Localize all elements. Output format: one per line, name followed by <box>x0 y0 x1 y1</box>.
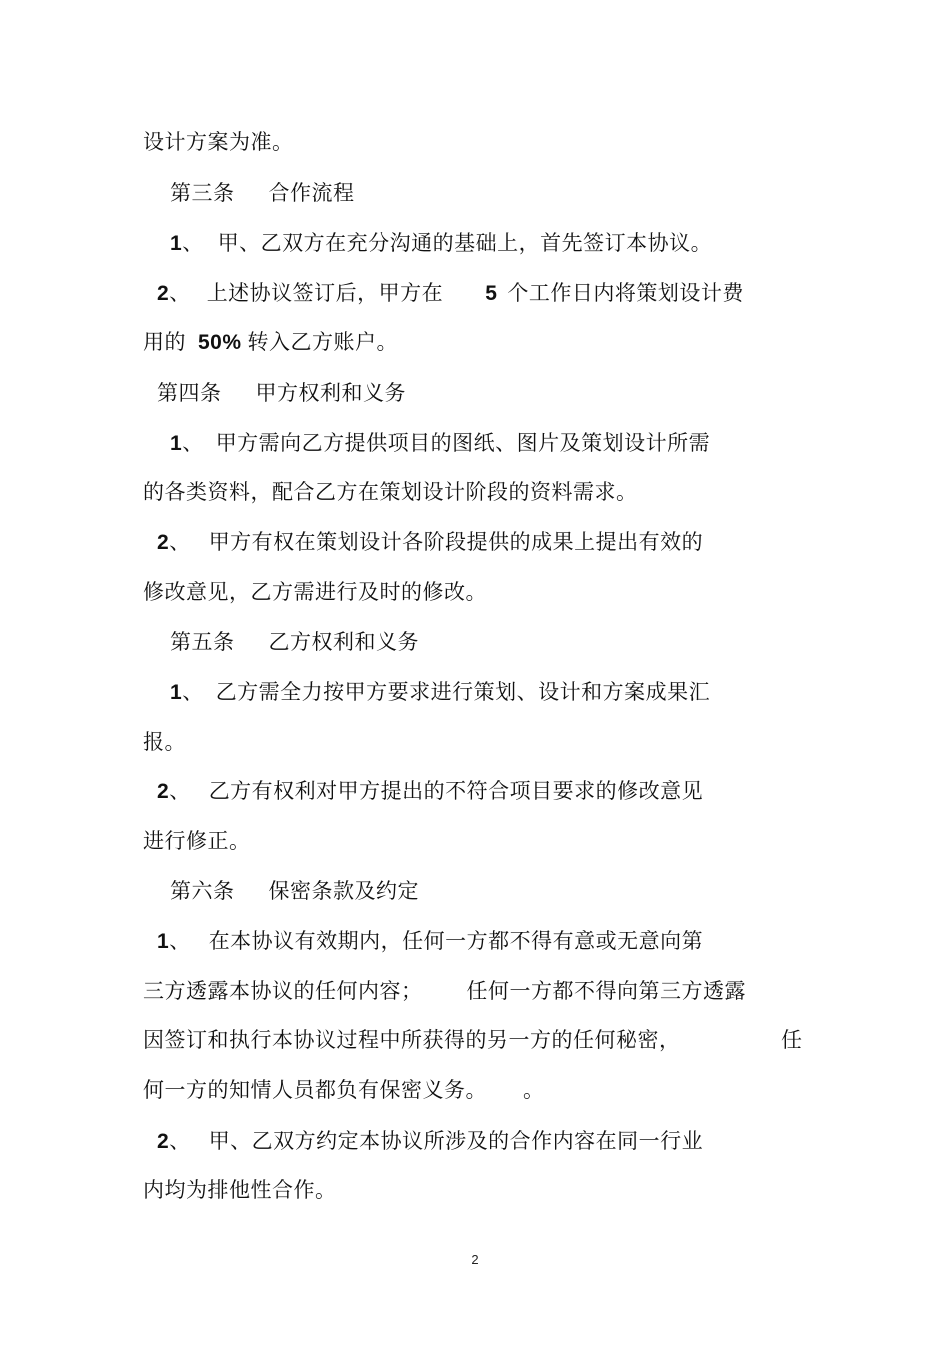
clause-separator: 、 <box>169 779 191 803</box>
percent-value: 50% <box>198 331 242 354</box>
clause-text: 用的 <box>143 330 186 354</box>
clause-text: 甲、乙双方约定本协议所涉及的合作内容在同一行业 <box>208 1129 704 1153</box>
clause-number: 2 <box>157 531 170 554</box>
clause-text: 甲方有权在策划设计各阶段提供的成果上提出有效的 <box>208 530 704 554</box>
clause-separator: 、 <box>169 929 191 953</box>
clause-line <box>170 677 710 708</box>
clause-line <box>157 776 703 807</box>
clause-line <box>157 278 744 309</box>
paragraph-line <box>143 327 398 358</box>
clause-text: 何一方的知情人员都负有保密义务。 <box>143 1078 487 1102</box>
clause-number: 1 <box>170 232 183 255</box>
clause-text: 转入乙方账户。 <box>247 330 399 354</box>
paragraph-line <box>143 1075 545 1105</box>
article-title: 保密条款及约定 <box>268 879 419 903</box>
clause-separator: 、 <box>169 530 191 554</box>
clause-text: 三方透露本协议的任何内容； <box>143 979 423 1003</box>
article-title: 乙方权利和义务 <box>268 630 419 654</box>
days-value: 5 <box>485 282 498 305</box>
clause-separator: 、 <box>182 231 204 255</box>
clause-text: 甲方需向乙方提供项目的图纸、图片及策划设计所需 <box>215 431 711 455</box>
clause-separator: 、 <box>182 431 204 455</box>
clause-separator: 、 <box>182 680 204 704</box>
paragraph-line: 报。 <box>143 730 186 754</box>
clause-text: 甲、乙双方在充分沟通的基础上，首先签订本协议。 <box>217 231 713 255</box>
clause-line <box>157 527 703 558</box>
clause-number: 1 <box>157 930 170 953</box>
clause-number: 2 <box>157 1130 170 1153</box>
paragraph-line: 进行修正。 <box>143 829 251 853</box>
article-number: 第三条 <box>170 181 235 205</box>
clause-text: 乙方需全力按甲方要求进行策划、设计和方案成果汇 <box>215 680 711 704</box>
article-title: 甲方权利和义务 <box>255 381 406 405</box>
page-number: 2 <box>471 1252 479 1267</box>
paragraph-line: 设计方案为准。 <box>143 130 294 154</box>
clause-line <box>157 1126 703 1157</box>
article-title: 合作流程 <box>268 181 355 205</box>
clause-text: 个工作日内将策划设计费 <box>507 281 744 305</box>
article-heading-6 <box>170 876 419 906</box>
clause-line <box>170 428 710 459</box>
clause-number: 2 <box>157 282 170 305</box>
clause-text: 上述协议签订后，甲方在 <box>206 281 444 305</box>
paragraph-line: 修改意见，乙方需进行及时的修改。 <box>143 580 487 604</box>
clause-text: 乙方有权利对甲方提出的不符合项目要求的修改意见 <box>208 779 704 803</box>
clause-text: 。 <box>523 1078 545 1102</box>
article-number: 第五条 <box>170 630 235 654</box>
clause-number: 1 <box>170 432 183 455</box>
article-number: 第四条 <box>157 381 222 405</box>
clause-text: 任何一方都不得向第三方透露 <box>466 979 746 1003</box>
clause-number: 1 <box>170 681 183 704</box>
paragraph-line: 因签订和执行本协议过程中所获得的另一方的任何秘密， <box>143 1028 681 1052</box>
clause-separator: 、 <box>169 1129 191 1153</box>
paragraph-line: 内均为排他性合作。 <box>143 1178 337 1202</box>
article-heading-5 <box>170 627 419 657</box>
article-number: 第六条 <box>170 879 235 903</box>
article-heading-4 <box>157 378 406 408</box>
paragraph-line: 的各类资料，配合乙方在策划设计阶段的资料需求。 <box>143 480 638 504</box>
clause-number: 2 <box>157 780 170 803</box>
paragraph-line-end: 任 <box>781 1028 802 1052</box>
clause-text: 在本协议有效期内，任何一方都不得有意或无意向第 <box>208 929 704 953</box>
clause-line <box>170 228 712 259</box>
clause-separator: 、 <box>169 281 191 305</box>
paragraph-line <box>143 976 746 1006</box>
clause-line <box>157 926 703 957</box>
article-heading-3 <box>170 178 355 208</box>
